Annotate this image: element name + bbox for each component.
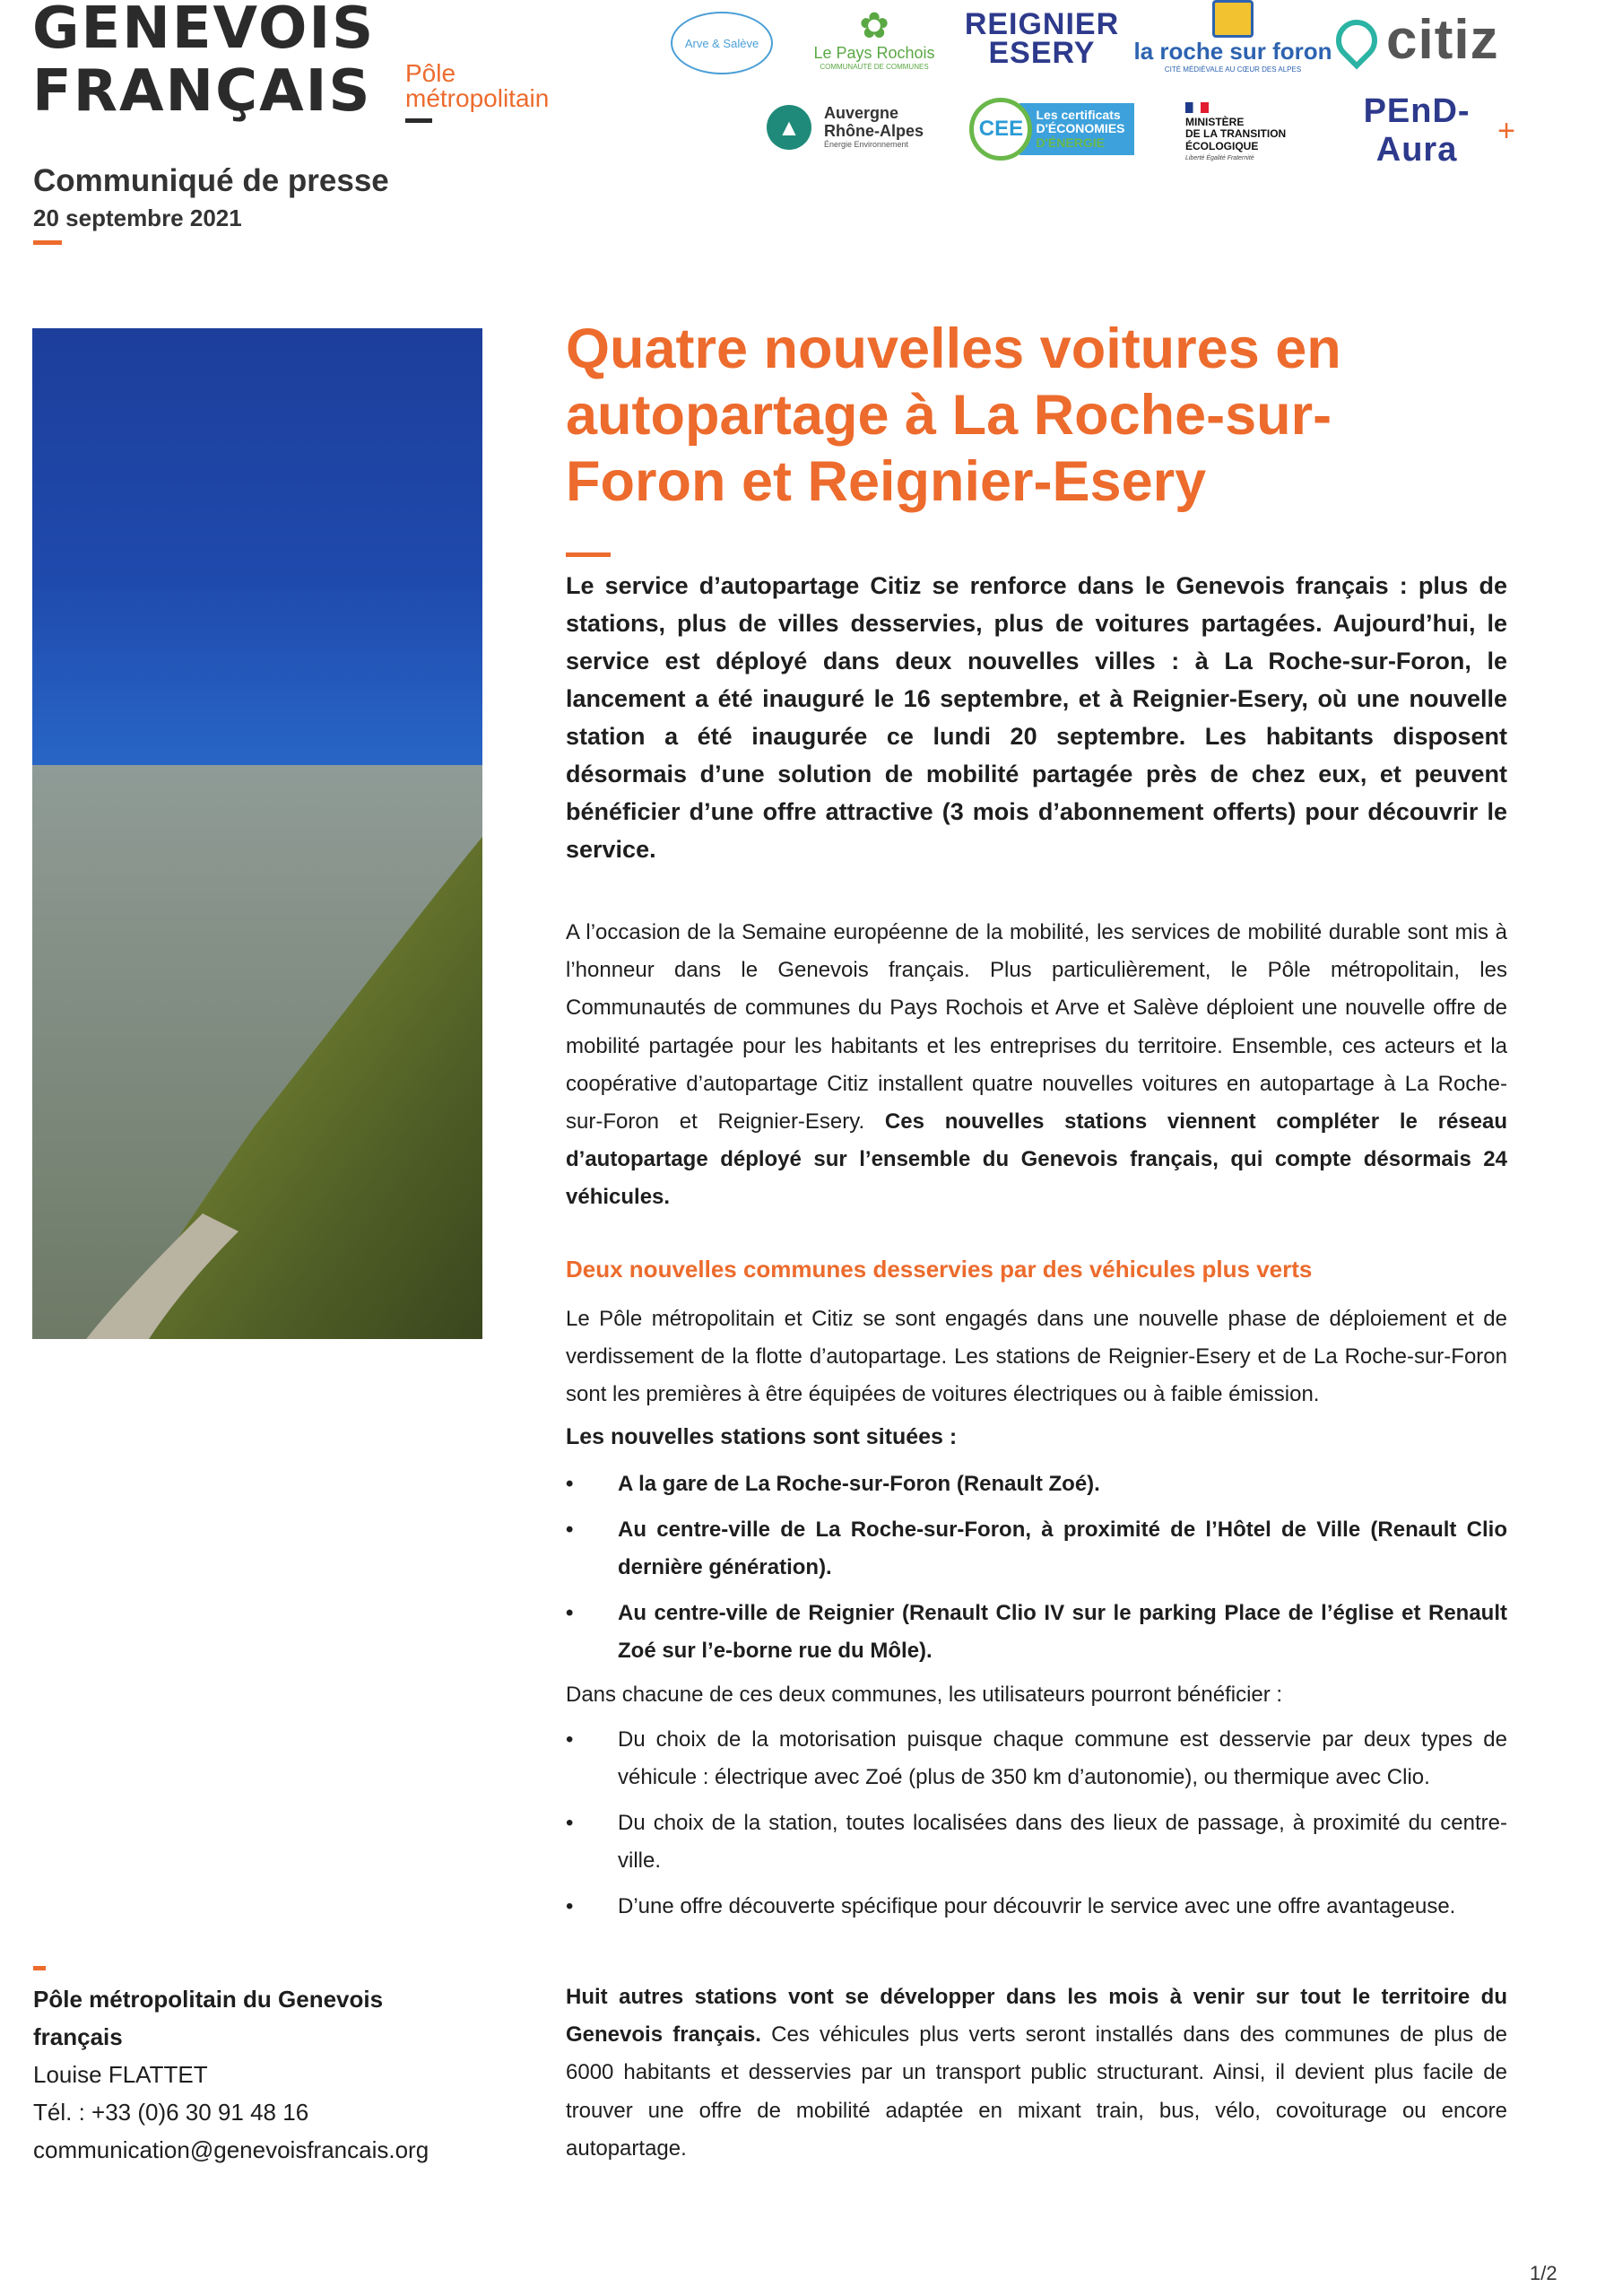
mountain-icon: ▲	[767, 105, 811, 150]
contact-name: Louise FLATTET	[33, 2061, 208, 2088]
list-item	[566, 1805, 1507, 1880]
crest-icon	[1212, 0, 1254, 38]
ministere-line1: MINISTÈRE	[1185, 116, 1245, 129]
list-item-text: D’une offre découverte spécifique pour découvrir le service avec une offre avantageuse.	[618, 1894, 1456, 1918]
headline-line3: Foron et Reignier-Esery	[566, 450, 1207, 513]
cee-badge: CEE	[969, 98, 1032, 161]
cee-logo	[967, 97, 1137, 161]
pays-rochois-logo	[807, 0, 941, 79]
stations-list	[566, 1465, 1507, 1678]
brand-logo-line2: FRANÇAIS	[32, 58, 372, 125]
arve-saleve-logo-text: Arve & Salève	[684, 36, 759, 50]
bullet: •	[566, 1811, 574, 1835]
cee-line2: D'ÉCONOMIES	[1036, 121, 1125, 136]
list-item-text: Du choix de la station, toutes localisées dans des lieux de passage, à proximité du centre-ville.	[618, 1811, 1507, 1873]
french-flag-icon	[1185, 102, 1209, 113]
lead-paragraph: Le service d’autopartage Citiz se renforce dans le Genevois français : plus de stations, plus de villes desservies, plus de voitures partagées. Aujourd’hui, le service est déployé dans deux nouvelles villes : à La Roche-sur-Foron, le lancement a été inauguré le 16 septembre, et à Reignier-Esery, où une nouvelle station a été inaugurée ce lundi 20 septembre. Les habitants disposent désormais d’une solution de mobilité partagée près de chez eux, et peuvent bénéficier d’une offre attractive (3 mois d’abonnement offerts) pour découvrir le service.	[566, 572, 1507, 863]
ministere-line3: ÉCOLOGIQUE	[1185, 139, 1259, 152]
arve-saleve-logo	[664, 7, 780, 79]
stations-title: Les nouvelles stations sont situées :	[566, 1424, 958, 1449]
intro-paragraph	[566, 914, 1507, 1217]
ministere-motto: Liberté Égalité Fraternité	[1185, 154, 1254, 161]
brand-sub-line1: Pôle	[405, 59, 456, 87]
closing-paragraph	[566, 1979, 1507, 2168]
list-item-text: A la gare de La Roche-sur-Foron (Renault Zoé).	[618, 1472, 1100, 1496]
bullet: •	[566, 1601, 574, 1625]
headline	[566, 316, 1516, 515]
contact-divider	[33, 1966, 46, 1970]
intro-text: A l’occasion de la Semaine européenne de la mobilité, les services de mobilité durable sont mis à l’honneur dans le Genevois français. Plus particulièrement, le Pôle métropolitain, les Communautés de communes du Pays Rochois et Arve et Salève déploient une nouvelle offre de mobilité partagée pour les habitants et les entreprises du territoire. Ensemble, ces acteurs et la coopérative d’autopartage Citiz installent quatre nouvelles voitures en autopartage à La Roche-sur-Foron et Reignier-Esery.	[566, 920, 1507, 1135]
bullet: •	[566, 1894, 574, 1918]
section-paragraph: Le Pôle métropolitain et Citiz se sont engagés dans une nouvelle phase de déploiement et de verdissement de la flotte d’autopartage. Les stations de Reignier-Esery et de La Roche-sur-Foron sont les premières à être équipées de voitures électriques ou à faible émission.	[566, 1307, 1507, 1407]
cee-line3: D'ÉNERGIE	[1036, 135, 1105, 150]
list-item	[566, 1721, 1507, 1796]
pend-aura-name: PEnD-Aura	[1363, 92, 1471, 169]
auvergne-line1: Auvergne	[824, 104, 899, 123]
bullet: •	[566, 1518, 574, 1542]
pend-aura-plus: +	[1497, 113, 1515, 148]
headline-line1: Quatre nouvelles voitures en	[566, 317, 1341, 380]
list-item	[566, 1888, 1507, 1926]
bullet: •	[566, 1472, 574, 1496]
closing-text: Ces véhicules plus verts seront installés dans des communes de plus de 6000 habitants et desservies par un transport public structurant. Ainsi, il devient plus facile de trouver une offre de mobilité adaptée en mixant train, bus, vélo, covoiturage ou encore autopartage.	[566, 2022, 1507, 2161]
pays-rochois-name: Le Pays Rochois	[813, 44, 935, 62]
contact-block	[33, 1980, 482, 2169]
cee-line1: Les certificats	[1036, 107, 1121, 122]
ministere-logo	[1185, 93, 1311, 170]
benefits-list	[566, 1721, 1507, 1934]
landscape-photo	[32, 328, 482, 1339]
header-divider	[33, 240, 62, 245]
location-pin-icon	[1327, 11, 1385, 69]
list-item	[566, 1511, 1507, 1587]
la-roche-name: la roche sur foron	[1133, 38, 1332, 65]
intro-bold: Ces nouvelles stations viennent compléter le réseau d’autopartage déployé sur l’ensemble du Genevois français, qui compte désormais 24 véhicules.	[566, 1109, 1507, 1210]
list-item	[566, 1465, 1507, 1503]
auvergne-line3: Énergie Environnement	[824, 139, 909, 149]
citiz-logo	[1336, 9, 1515, 72]
contact-email[interactable]: communication@genevoisfrancais.org	[33, 2136, 429, 2163]
list-item-text: Au centre-ville de Reignier (Renault Clio IV sur le parking Place de l’église et Renault Zoé sur l’e-borne rue du Môle).	[618, 1601, 1507, 1663]
pays-rochois-sub: COMMUNAUTÉ DE COMMUNES	[820, 63, 929, 71]
reignier-text: REIGNIER	[964, 6, 1120, 41]
headline-line2: autopartage à La Roche-sur-	[566, 384, 1332, 447]
brand-sub-line2: métropolitain	[405, 84, 550, 112]
list-item	[566, 1595, 1507, 1670]
benefits-intro: Dans chacune de ces deux communes, les utilisateurs pourront bénéficier :	[566, 1683, 1283, 1707]
la-roche-sub: CITÉ MÉDIÉVALE AU CŒUR DES ALPES	[1164, 65, 1302, 74]
page-number: 1/2	[1530, 2262, 1557, 2284]
auvergne-rhone-alpes-logo	[767, 100, 941, 154]
section-heading: Deux nouvelles communes desservies par des véhicules plus verts	[566, 1256, 1313, 1283]
esery-text: ESERY	[988, 36, 1096, 70]
pend-aura-logo	[1336, 92, 1515, 169]
closing-bold: Huit autres stations vont se développer dans les mois à venir sur tout le territoire du Genevois français.	[566, 1985, 1507, 2048]
auvergne-line2: Rhône-Alpes	[824, 122, 924, 141]
la-roche-sur-foron-logo	[1133, 0, 1332, 74]
ministere-line2: DE LA TRANSITION	[1185, 127, 1287, 141]
document-type: Communiqué de presse	[33, 163, 389, 198]
contact-phone: Tél. : +33 (0)6 30 91 48 16	[33, 2099, 309, 2126]
list-item-text: Du choix de la motorisation puisque chaque commune est desservie par deux types de véhicule : électrique avec Zoé (plus de 350 km d’autonomie), ou thermique avec Clio.	[618, 1727, 1507, 1789]
contact-org-line2: français	[33, 2023, 123, 2050]
list-item-text: Au centre-ville de La Roche-sur-Foron, à proximité de l’Hôtel de Ville (Renault Clio dernière génération).	[618, 1518, 1507, 1579]
brand-divider	[405, 118, 432, 123]
document-date: 20 septembre 2021	[33, 204, 242, 231]
reignier-esery-logo	[952, 7, 1132, 70]
mountain-slope-illustration	[32, 765, 482, 1339]
headline-divider	[566, 552, 611, 557]
brand-logo-line1: GENEVOIS	[32, 0, 376, 62]
citiz-name: citiz	[1386, 9, 1499, 71]
bullet: •	[566, 1727, 574, 1752]
flower-icon: ✿	[859, 6, 889, 46]
contact-org-line1: Pôle métropolitain du Genevois	[33, 1986, 384, 2013]
